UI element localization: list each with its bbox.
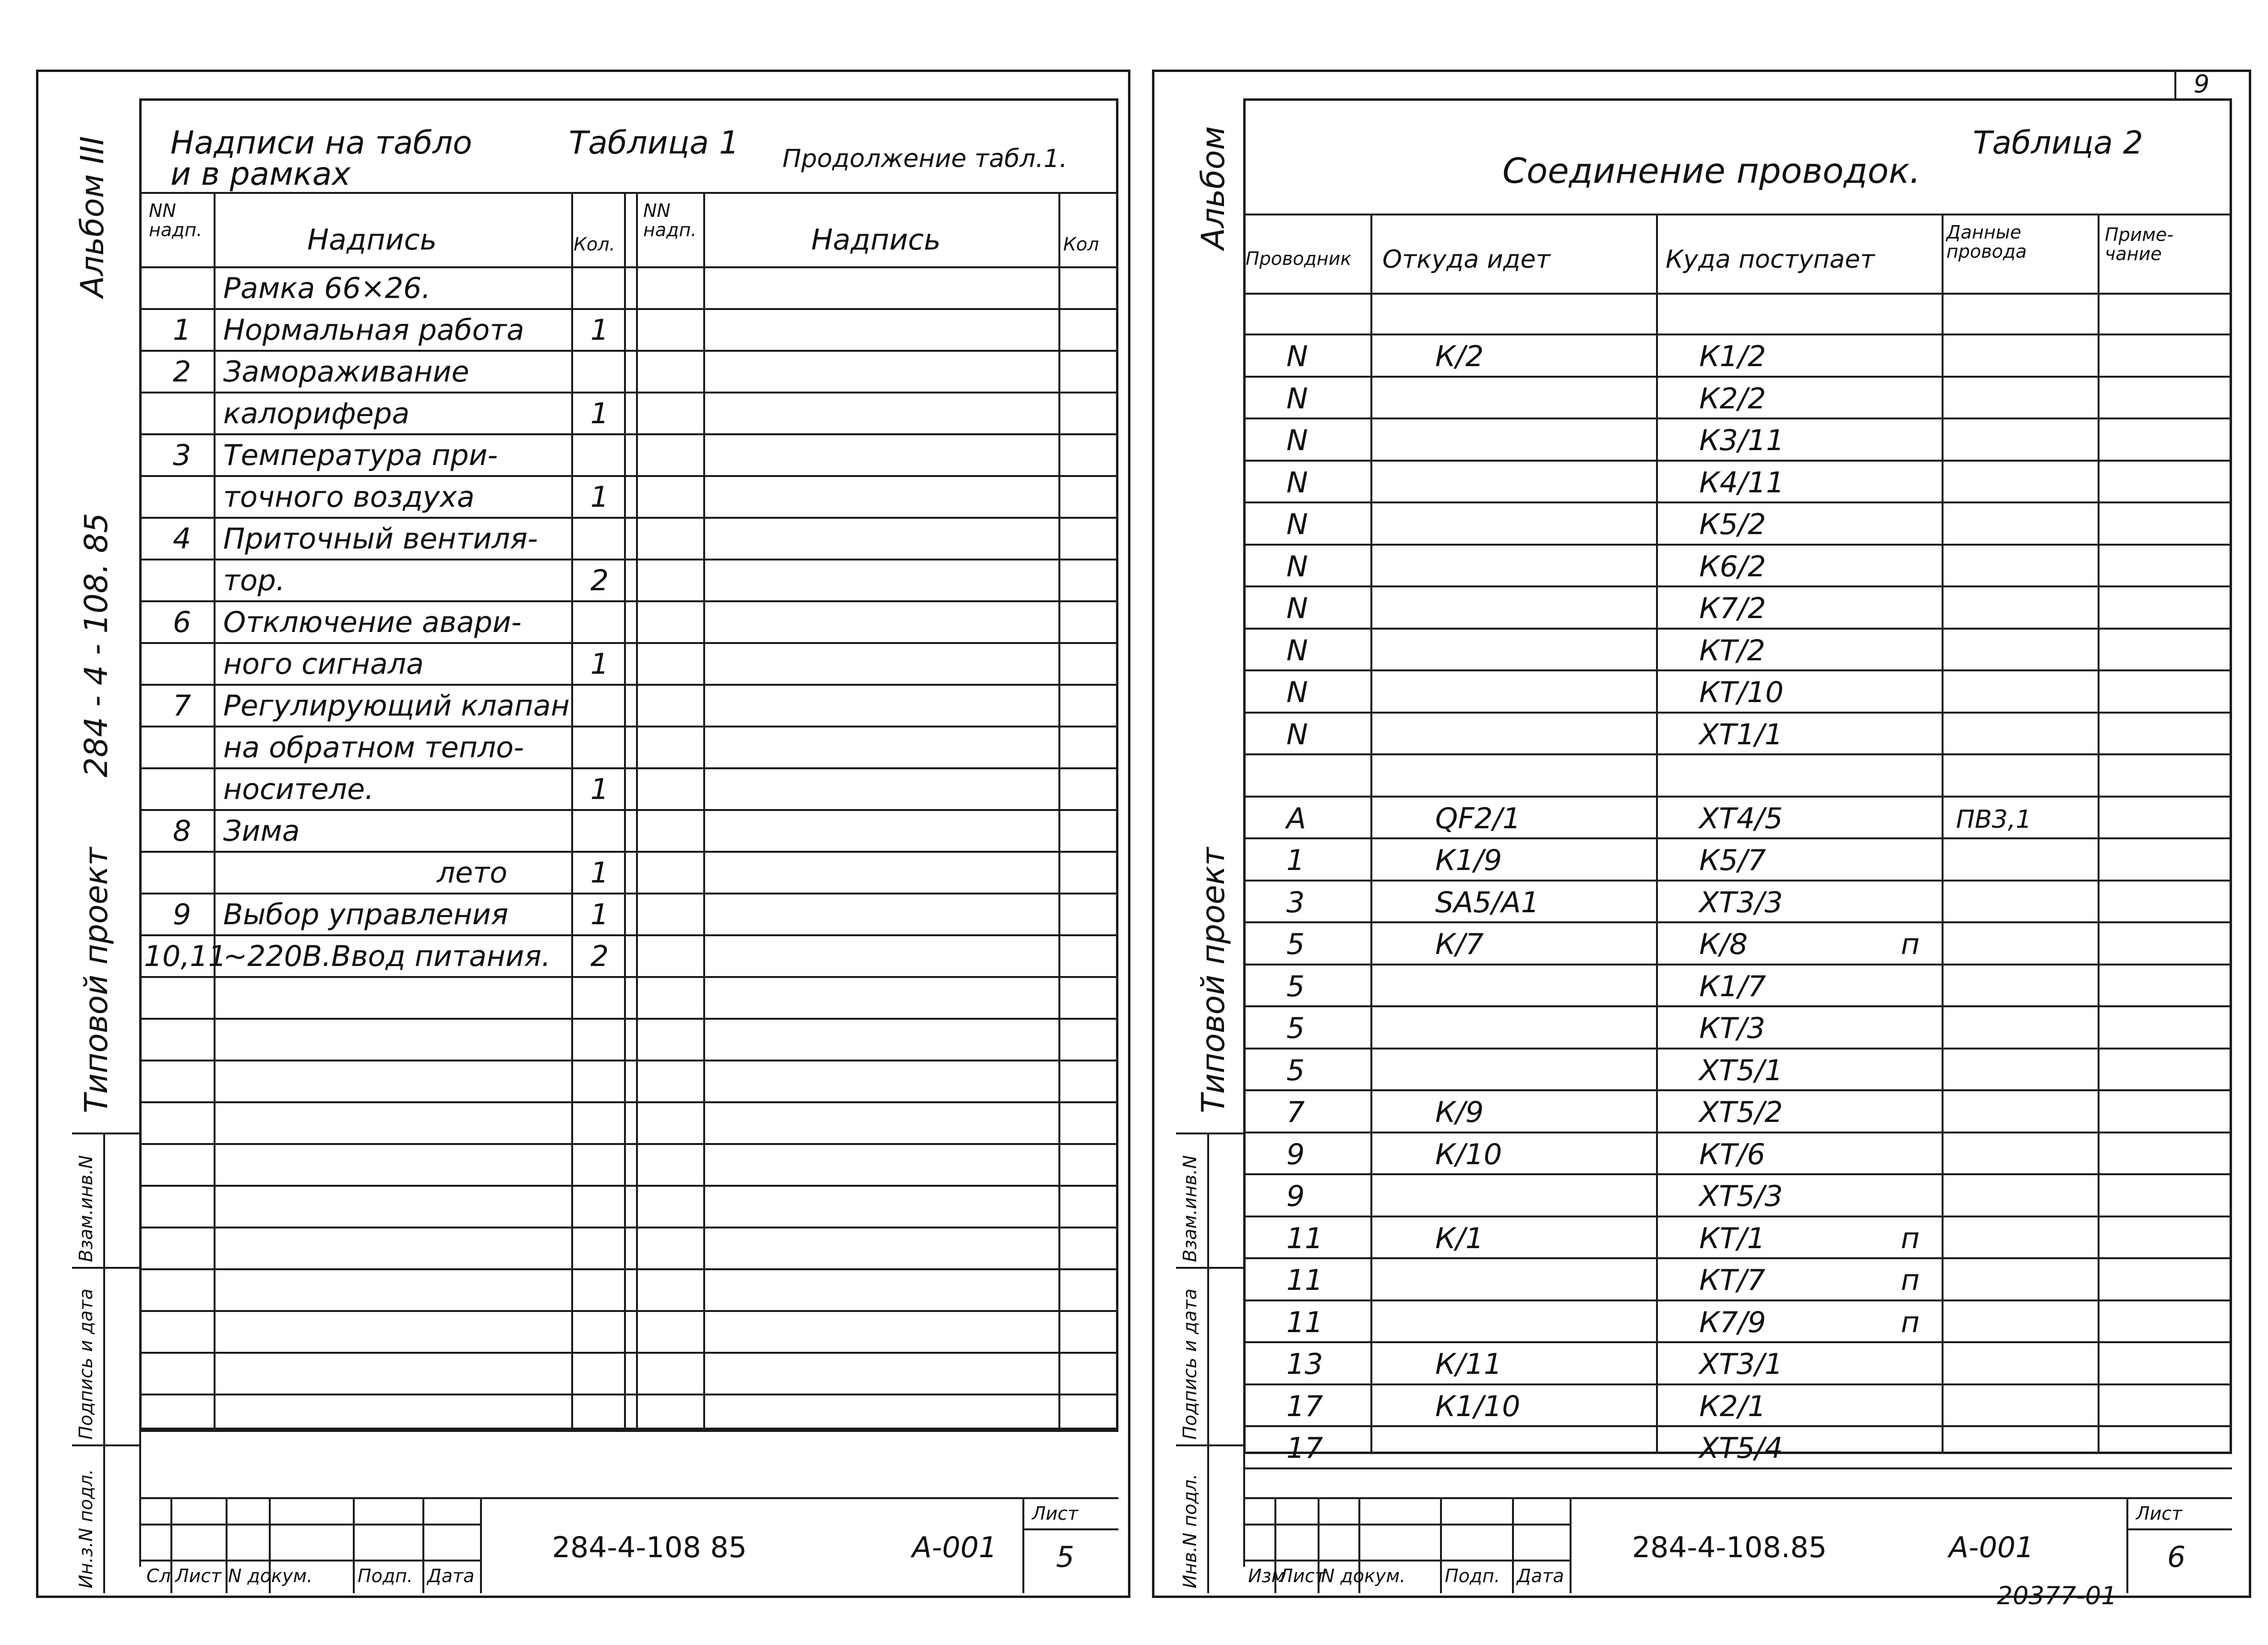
left-stamp-inner xyxy=(103,1132,105,1593)
table1-cell-num: 6 xyxy=(173,606,192,639)
table2-row-line xyxy=(1243,460,2232,462)
table2-cell-from: SA5/А1 xyxy=(1435,886,1539,919)
table1-cell-text: носителе. xyxy=(223,773,374,806)
table1-row-line xyxy=(139,893,1118,894)
right-footer-l1: Изм xyxy=(1248,1565,1285,1586)
t1-head-qty2: Кол xyxy=(1063,234,1099,255)
table2-title: Соединение проводок. xyxy=(1502,151,1921,191)
table1-row-line xyxy=(139,1394,1118,1395)
table1-row-line xyxy=(139,559,1118,560)
table1-row-line xyxy=(139,642,1118,644)
table2-row-line xyxy=(1243,921,2232,923)
table1-row-line xyxy=(139,1060,1118,1061)
page-corner-number: 9 xyxy=(2194,70,2210,99)
table2-cell-to: ХТ5/2 xyxy=(1699,1096,1783,1129)
table1-cell-text: лето xyxy=(437,856,507,890)
table1-row-line xyxy=(139,851,1118,853)
table2-cell-to: КТ/1 xyxy=(1699,1222,1765,1255)
right-side-project: Типовой проект xyxy=(1195,847,1232,1113)
table2-cell-wire: N xyxy=(1286,382,1308,416)
t1-head-qty: Кол. xyxy=(574,234,615,255)
table2-row-line xyxy=(1243,334,2232,335)
left-footer-l4: Подп. xyxy=(358,1565,413,1586)
table2-cell-to: К5/7 xyxy=(1699,844,1766,877)
table2-cell-wire: 11 xyxy=(1286,1306,1323,1339)
table2-row-line xyxy=(1243,1089,2232,1091)
table2-row-line xyxy=(1243,1425,2232,1427)
table1-cell-num: 4 xyxy=(173,522,192,556)
table2-row-line xyxy=(1243,669,2232,671)
t2-head-note: Приме-чание xyxy=(2105,224,2174,264)
table2-row-line xyxy=(1243,1467,2232,1469)
t1-head-num: NN надп. xyxy=(149,200,203,240)
table2-cell-wire: N xyxy=(1286,466,1308,500)
table1-row-line xyxy=(139,392,1118,393)
table1-cell-qty: 1 xyxy=(590,647,609,681)
table1-cell-text: калорифера xyxy=(223,397,410,430)
table1-cell-text: на обратном тепло- xyxy=(223,731,524,764)
table1-cell-qty: 2 xyxy=(590,564,609,597)
table2-cell-from: QF2/1 xyxy=(1435,802,1521,835)
table2-row-line xyxy=(1243,964,2232,966)
left-footer-l5: Дата xyxy=(427,1565,475,1586)
table2-cell-from: К1/10 xyxy=(1435,1390,1521,1423)
t2-head-wire: Проводник xyxy=(1246,248,1352,269)
table1-cell-text: точного воздуха xyxy=(223,480,475,514)
table2-cell-wire: 1 xyxy=(1286,844,1305,877)
table2-cell-wire: N xyxy=(1286,718,1308,751)
table2-cell-to: ХТ5/3 xyxy=(1699,1180,1783,1213)
table2-cell-from: К/2 xyxy=(1435,340,1484,373)
table1-row-line xyxy=(139,1185,1118,1187)
table2-row-line xyxy=(1243,712,2232,714)
right-doc-code: 284-4-108.85 xyxy=(1632,1531,1827,1564)
table2-cell-wire: 11 xyxy=(1286,1222,1323,1255)
table1-cell-text: ного сигнала xyxy=(223,647,424,681)
table2-cell-mark: п xyxy=(1901,1222,1920,1255)
table1-row-line xyxy=(139,517,1118,519)
table2-cell-wire: 5 xyxy=(1286,928,1305,961)
table2-cell-to: К1/2 xyxy=(1699,340,1766,373)
table1-cell-num: 7 xyxy=(173,689,192,723)
table1-cell-text: Выбор управления xyxy=(223,898,508,931)
right-footer-l2: Лист xyxy=(1279,1565,1326,1586)
table2-cell-to: КТ/7 xyxy=(1699,1264,1765,1297)
table1-row-line xyxy=(139,684,1118,686)
table2-row-line xyxy=(1243,1173,2232,1175)
table2-cell-to: ХТ1/1 xyxy=(1699,718,1783,751)
table1-title-2: и в рамках xyxy=(170,155,351,192)
table2-cell-from: К/10 xyxy=(1435,1138,1502,1171)
table2-cell-from: К/9 xyxy=(1435,1096,1484,1129)
table2-cell-to: ХТ4/5 xyxy=(1699,802,1783,835)
left-stamp-1: Взам.инв.N xyxy=(75,1155,96,1262)
table2-row-line xyxy=(1243,376,2232,378)
table1-cell-num: 3 xyxy=(173,439,192,472)
table2-row-line xyxy=(1243,1048,2232,1049)
right-sheet-label: Лист xyxy=(2136,1503,2183,1524)
table2-row-line xyxy=(1243,1132,2232,1133)
table1-row-line xyxy=(139,1310,1118,1312)
table2-cell-to: К7/2 xyxy=(1699,592,1766,625)
left-doc-code: 284-4-108 85 xyxy=(552,1531,747,1564)
table1-row-line xyxy=(139,266,1118,268)
table1-cell-qty: 1 xyxy=(590,856,609,890)
table2-cell-to: К5/2 xyxy=(1699,508,1766,541)
right-bottom-code: 20377-01 xyxy=(1997,1582,2117,1610)
table2-cell-to: К1/7 xyxy=(1699,970,1766,1003)
left-sheet-label: Лист xyxy=(1032,1503,1079,1524)
table1-cell-text: Нормальная работа xyxy=(223,313,525,347)
table1-cell-qty: 1 xyxy=(590,313,609,347)
table2-row-line xyxy=(1243,753,2232,755)
table1-row-line xyxy=(139,475,1118,477)
table2-cell-wire: N xyxy=(1286,340,1308,373)
table1-label: Таблица 1 xyxy=(569,124,739,161)
table1-cell-num: 2 xyxy=(173,355,192,389)
table2-row-line xyxy=(1243,880,2232,882)
table1-cell-text: Зима xyxy=(223,814,300,848)
left-footer-l1: Сл xyxy=(146,1565,171,1586)
right-footer-l5: Дата xyxy=(1517,1565,1564,1586)
left-side-album: Альбом III xyxy=(74,136,111,298)
table2-cell-wire: 9 xyxy=(1286,1180,1305,1213)
table1-cell-text: Рамка 66×26. xyxy=(223,272,431,305)
table2-cell-to: ХТ3/3 xyxy=(1699,886,1783,919)
table2-cell-to: К3/11 xyxy=(1699,424,1785,457)
table2-cell-from: К/7 xyxy=(1435,928,1484,961)
table2-cell-mark: п xyxy=(1901,1264,1920,1297)
t2-head-to: Куда поступает xyxy=(1666,245,1875,274)
table2-cell-mark: п xyxy=(1901,928,1920,961)
table2-row-line xyxy=(1243,501,2232,503)
table1-cell-text: Регулирующий клапан xyxy=(223,689,570,723)
table2-cell-wire: 17 xyxy=(1286,1390,1323,1423)
table1-cell-text: Температура при- xyxy=(223,439,498,472)
table1-row-line xyxy=(139,1352,1118,1354)
table2-cell-to: ХТ5/4 xyxy=(1699,1431,1783,1465)
table2-cell-data: ПВ3,1 xyxy=(1956,805,2032,834)
table2-row-line xyxy=(1243,837,2232,839)
table2-cell-mark: п xyxy=(1901,1306,1920,1339)
table2-cell-wire: N xyxy=(1286,508,1308,541)
table1-cell-text: ~220В.Ввод питания. xyxy=(223,940,551,973)
table2-row-line xyxy=(1243,1216,2232,1217)
table1-row-line xyxy=(139,433,1118,435)
table1-row-line xyxy=(139,1101,1118,1103)
table1-row-line xyxy=(139,726,1118,727)
table2-row-line xyxy=(1243,796,2232,798)
table1-cell-num: 10,11 xyxy=(144,940,227,973)
left-sheet-number: 5 xyxy=(1056,1540,1075,1574)
table1-cell-num: 1 xyxy=(173,313,192,347)
table1-cell-text: Приточный вентиля- xyxy=(223,522,538,556)
right-footer-l4: Подп. xyxy=(1445,1565,1500,1586)
table2-cell-wire: N xyxy=(1286,676,1308,709)
table2-cell-to: КТ/3 xyxy=(1699,1012,1765,1045)
table1-cell-qty: 1 xyxy=(590,898,609,931)
t1-head-inscription: Надпись xyxy=(307,223,437,257)
table2-cell-to: К/8 xyxy=(1699,928,1748,961)
table1-row-line xyxy=(139,1268,1118,1270)
table2-cell-to: ХТ5/1 xyxy=(1699,1054,1783,1087)
t1-head-num2: NN надп. xyxy=(643,200,697,240)
table2-cell-wire: 17 xyxy=(1286,1431,1323,1465)
right-footer-l3: N докум. xyxy=(1321,1565,1406,1586)
left-sheet-code: А-001 xyxy=(912,1531,997,1564)
table2-cell-to: К7/9 xyxy=(1699,1306,1766,1339)
table2-cell-from: К/1 xyxy=(1435,1222,1484,1255)
table2-cell-to: К6/2 xyxy=(1699,550,1766,584)
table2-row-line xyxy=(1243,1341,2232,1343)
table1-cell-qty: 1 xyxy=(590,397,609,430)
table2-row-line xyxy=(1243,1257,2232,1259)
table2-row-line xyxy=(1243,1383,2232,1385)
right-stamp-3: Инв.N подл. xyxy=(1179,1474,1200,1588)
table2-cell-wire: 11 xyxy=(1286,1264,1323,1297)
table1-cell-qty: 1 xyxy=(590,773,609,806)
table1-cell-text: тор. xyxy=(223,564,285,597)
t2-head-from: Откуда идет xyxy=(1382,245,1550,274)
table2-cell-wire: N xyxy=(1286,592,1308,625)
table2-cell-wire: 5 xyxy=(1286,970,1305,1003)
right-sheet-code: А-001 xyxy=(1949,1531,2034,1564)
table2-cell-to: К4/11 xyxy=(1699,466,1785,500)
table2-cell-to: КТ/6 xyxy=(1699,1138,1765,1171)
table1-row-line xyxy=(139,600,1118,602)
right-stamp-2: Подпись и дата xyxy=(1179,1288,1200,1440)
table2-cell-wire: N xyxy=(1286,634,1308,668)
table2-row-line xyxy=(1243,1005,2232,1007)
table2-row-line xyxy=(1243,585,2232,587)
table1-cell-qty: 2 xyxy=(590,940,609,973)
table1-row-line xyxy=(139,1227,1118,1228)
table2-cell-wire: N xyxy=(1286,424,1308,457)
table2-cell-wire: А xyxy=(1286,802,1307,835)
right-side-album: Альбом xyxy=(1195,126,1232,250)
table2-cell-wire: 5 xyxy=(1286,1054,1305,1087)
table2-cell-to: КТ/2 xyxy=(1699,634,1765,668)
table1-row-line xyxy=(139,1018,1118,1020)
right-stamp-1: Взам.инв.N xyxy=(1179,1155,1200,1262)
table2-cell-from: К/11 xyxy=(1435,1347,1502,1381)
t2-head-data: Данные провода xyxy=(1946,222,2027,262)
table2-label: Таблица 2 xyxy=(1973,124,2143,161)
left-footer-l2: Лист xyxy=(175,1565,222,1586)
table2-cell-to: К2/2 xyxy=(1699,382,1766,416)
table2-row-line xyxy=(1243,1299,2232,1301)
table2-cell-from: К1/9 xyxy=(1435,844,1502,877)
left-side-project: Типовой проект xyxy=(78,847,115,1113)
t1-head-inscription2: Надпись xyxy=(811,223,941,257)
table2-cell-wire: 7 xyxy=(1286,1096,1305,1129)
table1-cell-num: 8 xyxy=(173,814,192,848)
table2-row-line xyxy=(1243,544,2232,546)
left-side-code: 284 - 4 - 108. 85 xyxy=(78,513,115,777)
table1-row-line xyxy=(139,976,1118,978)
table2-cell-to: К2/1 xyxy=(1699,1390,1766,1423)
table2-cell-wire: N xyxy=(1286,550,1308,584)
table1-cell-num: 9 xyxy=(173,898,192,931)
table2-cell-wire: 3 xyxy=(1286,886,1305,919)
left-stamp-2: Подпись и дата xyxy=(75,1288,96,1440)
left-footer-l3: N докум. xyxy=(228,1565,313,1586)
table1-continuation: Продолжение табл.1. xyxy=(782,144,1068,173)
table1-row-line xyxy=(139,350,1118,352)
table1-row-line xyxy=(139,767,1118,769)
table2-row-line xyxy=(1243,628,2232,630)
table1-title-1: Надписи на табло xyxy=(170,124,472,161)
table2-cell-wire: 9 xyxy=(1286,1138,1305,1171)
table1-cell-text: Замораживание xyxy=(223,355,469,389)
table1-row-line xyxy=(139,1143,1118,1145)
table2-cell-to: КТ/10 xyxy=(1699,676,1784,709)
table1-cell-text: Отключение авари- xyxy=(223,606,522,639)
table2-row-line xyxy=(1243,417,2232,419)
left-stamp-3: Ин.з.N подл. xyxy=(75,1469,96,1588)
table1-cell-qty: 1 xyxy=(590,480,609,514)
table1-row-line xyxy=(139,308,1118,310)
right-sheet-number: 6 xyxy=(2167,1540,2186,1574)
table1-row-line xyxy=(139,809,1118,811)
table2-cell-wire: 5 xyxy=(1286,1012,1305,1045)
table1-row-line xyxy=(139,934,1118,936)
table2-cell-wire: 13 xyxy=(1286,1347,1323,1381)
table2-cell-to: ХТ3/1 xyxy=(1699,1347,1783,1381)
left-stamp-top xyxy=(72,1132,140,1134)
